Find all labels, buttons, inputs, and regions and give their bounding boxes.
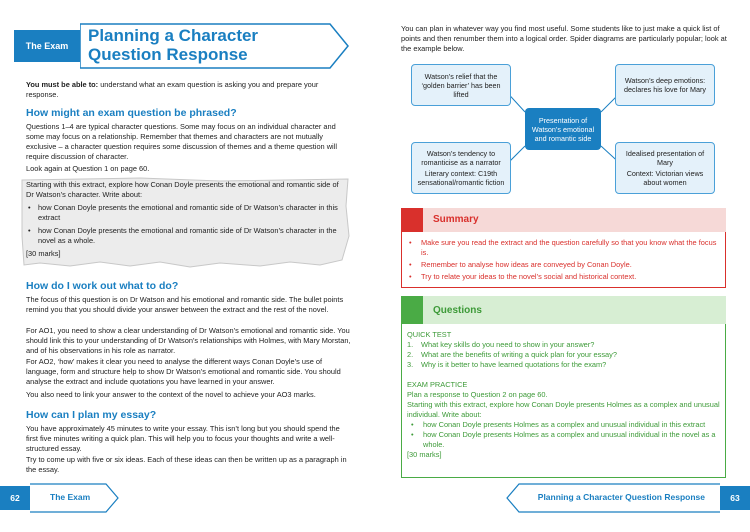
page-number: 63 — [720, 486, 750, 510]
footer-label: The Exam — [50, 492, 91, 502]
questions-tab — [401, 296, 423, 324]
spider-center: Presentation of Watson’s emotional and romantic side — [525, 108, 601, 150]
para-work-1: The focus of this question is on Dr Watson and his emotional and romantic side. The bullet points remind you that you should divide your answer between the extract and the rest of the novel. — [26, 295, 344, 314]
marks: [30 marks] — [26, 249, 61, 258]
exam-question-extract: Starting with this extract, explore how Conan Doyle presents the emotional and romantic side of Dr Watson’s character. Write about: • how Conan Doyle presents the emotional and romantic side of Dr Watson’s character in this extract • how Conan Doyle presents the emotional and romantic side of Dr Watson’s character in the novel as a whole. [30 marks] — [26, 180, 346, 259]
question-bullet: • how Conan Doyle presents the emotional and romantic side of Dr Watson’s character in the novel as a whole. — [26, 226, 346, 246]
exam-practice-label: EXAM PRACTICE — [407, 380, 468, 389]
summary-item: • Make sure you read the extract and the question carefully so that you know what the focus is. — [409, 238, 719, 258]
spider-node-romanticise: Watson’s tendency to romanticise as a narrator Literary context: C19th sensational/romantic fiction — [411, 142, 511, 194]
exam-practice-bullet: • how Conan Doyle presents Holmes as a complex and unusual individual in the novel as a whole. — [407, 430, 722, 450]
summary-item: • Remember to analyse how ideas are conveyed by Conan Doyle. — [409, 260, 719, 270]
para-work-2: For AO1, you need to show a clear understanding of Dr Watson’s emotional and romantic side. You should link this to your understanding of Dr Watson’s relationships with Holmes, with Mary Morstan, and of his observations in his role as narrator. — [26, 326, 351, 355]
para-work-3: For AO2, ‘how’ makes it clear you need to analyse the different ways Conan Doyle’s use of language, form and structure help to show Dr Watson’s emotional and romantic side. You should analyse the extract and include quotations you have learned in your answer. — [26, 357, 341, 386]
spider-node-relief: Watson’s relief that the ‘golden barrier’ has been lifted — [411, 64, 511, 106]
exam-practice-marks: [30 marks] — [407, 450, 442, 459]
heading-plan: How can I plan my essay? — [26, 409, 157, 421]
questions-body — [407, 330, 722, 460]
exam-practice-intro: Starting with this extract, explore how Conan Doyle presents Holmes as a complex and unusual individual. Write about: — [407, 400, 720, 419]
exam-practice-bullet: • how Conan Doyle presents Holmes as a complex and unusual individual in this extract — [407, 420, 722, 430]
question-bullet: • how Conan Doyle presents the emotional and romantic side of Dr Watson’s character in this extract — [26, 203, 346, 223]
heading-phrased: How might an exam question be phrased? — [26, 107, 237, 119]
para-look-again: Look again at Question 1 on page 60. — [26, 164, 150, 173]
right-page — [375, 0, 750, 532]
spider-node-idealised-mary: Idealised presentation of Mary Context: Victorian views about women — [615, 142, 715, 194]
para-plan-2: Try to come up with five or six ideas. Each of these ideas can then be written up as a paragraph in the essay. — [26, 455, 347, 474]
must-be-able-to: You must be able to: understand what an exam question is asking you and prepare your response. — [26, 80, 319, 99]
para-plan-1: You have approximately 45 minutes to write your essay. This isn’t long but you should spend the first five minutes writing a quick plan. This will help you to focus your thoughts and write a well-structured essay. — [26, 424, 340, 453]
page-number: 62 — [0, 486, 30, 510]
summary-title: Summary — [433, 214, 479, 225]
quick-item: 2. What are the benefits of writing a quick plan for your essay? — [407, 350, 617, 359]
intro-text: You can plan in whatever way you find most useful. Some students like to just make a quick list of points and then renumber them into a logical order. Spider diagrams are particularly popular; look at the example below. — [401, 24, 727, 53]
heading-work-out: How do I work out what to do? — [26, 280, 179, 292]
para-work-4: You also need to link your answer to the context of the novel to achieve your AO3 marks. — [26, 390, 316, 399]
quick-item: 3. Why is it better to have learned quotations for the exam? — [407, 360, 607, 369]
summary-tab — [401, 208, 423, 232]
quick-item: 1. What key skills do you need to show in your answer? — [407, 340, 595, 349]
summary-list — [409, 238, 719, 284]
spider-node-deep-emotions: Watson’s deep emotions: declares his love for Mary — [615, 64, 715, 106]
page-title: Planning a Character Question Response — [88, 26, 259, 64]
summary-item: • Try to relate your ideas to the novel’s social and historical context. — [409, 272, 719, 282]
footer-label: Planning a Character Question Response — [537, 492, 705, 502]
questions-title: Questions — [433, 305, 482, 316]
section-tab: The Exam — [14, 30, 80, 62]
exam-practice-line: Plan a response to Question 2 on page 60. — [407, 390, 548, 399]
para-phrased: Questions 1–4 are typical character questions. Some may focus on an individual character and some may focus on a relationship. Remember that themes and characters are not mutually exclusive – a character question requires some discussion of themes and a theme question will require discussion of character. — [26, 122, 337, 161]
quick-test-label: QUICK TEST — [407, 330, 452, 339]
